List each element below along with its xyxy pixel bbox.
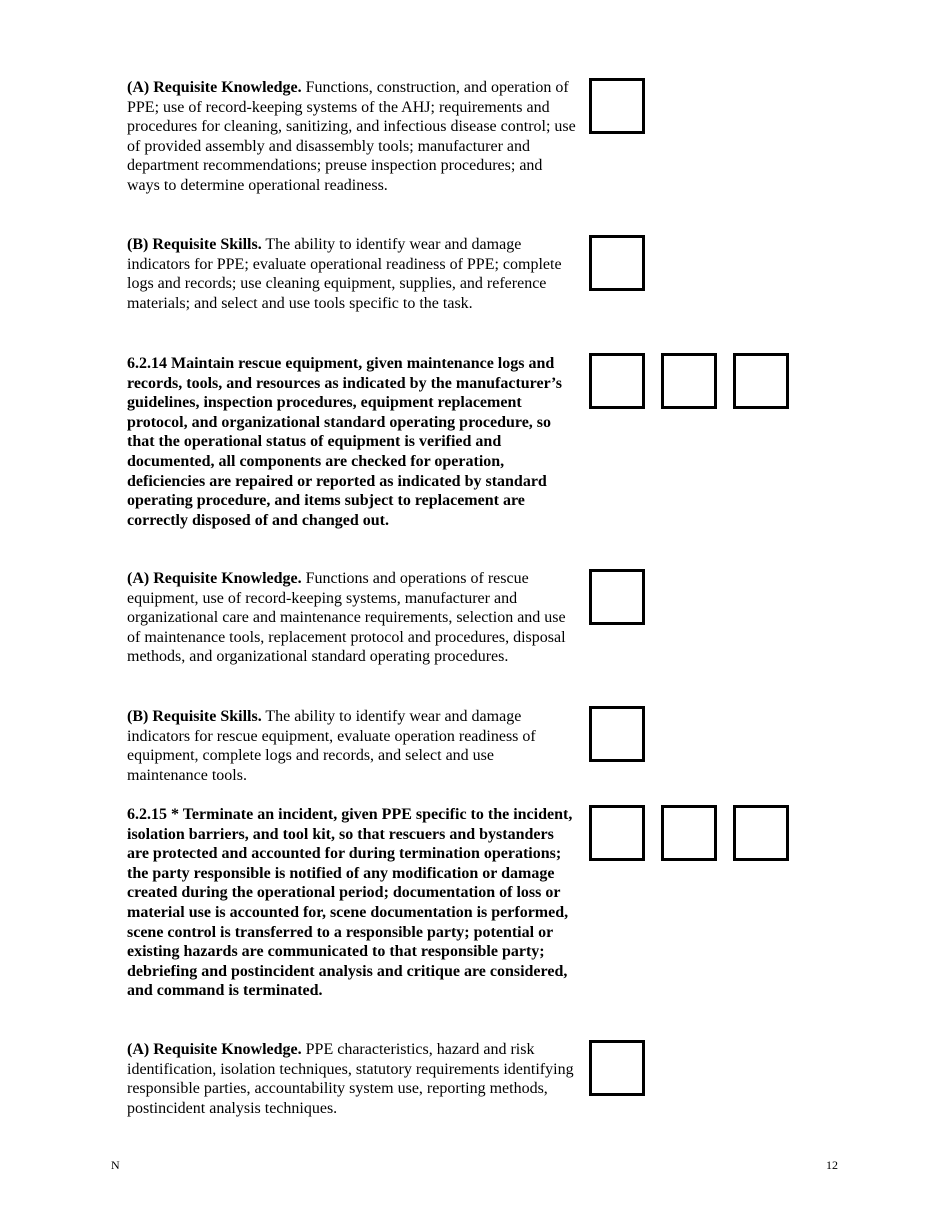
section-6-2-13-skills	[127, 235, 577, 313]
section-body: The ability to identify wear and damage indicators for rescue equipment, evaluate operation readiness of equipment, complete logs and records, and select and use maintenance tools.	[127, 708, 536, 784]
checkbox[interactable]	[733, 353, 789, 409]
section-6-2-13-knowledge	[127, 78, 577, 196]
section-text	[127, 1040, 577, 1118]
section-lead: (B) Requisite Skills.	[127, 708, 262, 725]
section-6-2-14	[127, 354, 577, 530]
section-lead: (A) Requisite Knowledge.	[127, 79, 302, 96]
footer-left-mark: N	[111, 1158, 120, 1172]
section-lead: (A) Requisite Knowledge.	[127, 1041, 302, 1058]
checkbox[interactable]	[589, 353, 645, 409]
checkbox[interactable]	[661, 805, 717, 861]
checkbox-group-3	[589, 569, 645, 625]
section-text	[127, 569, 577, 667]
section-6-2-14-skills	[127, 707, 577, 785]
checkbox[interactable]	[589, 235, 645, 291]
section-text	[127, 235, 577, 313]
checkbox[interactable]	[589, 78, 645, 134]
checkbox[interactable]	[589, 569, 645, 625]
checkbox-group-1	[589, 235, 645, 291]
checkbox-group-5	[589, 805, 789, 861]
section-6-2-15-knowledge	[127, 1040, 577, 1118]
checkbox-group-2	[589, 353, 789, 409]
checkbox-group-4	[589, 706, 645, 762]
checkbox-group-0	[589, 78, 645, 134]
page-number: 12	[826, 1158, 838, 1172]
section-body: The ability to identify wear and damage indicators for PPE; evaluate operational readiness of PPE; complete logs and records; use cleaning equipment, supplies, and reference materials; and select and use tools specific to the task.	[127, 236, 562, 312]
checkbox[interactable]	[589, 706, 645, 762]
checkbox[interactable]	[589, 1040, 645, 1096]
section-lead: (A) Requisite Knowledge.	[127, 570, 302, 587]
checkbox[interactable]	[589, 805, 645, 861]
section-text	[127, 707, 577, 785]
section-text	[127, 78, 577, 196]
section-text: 6.2.14 Maintain rescue equipment, given maintenance logs and records, tools, and resources as indicated by the manufacturer’s guidelines, inspection procedures, equipment replacement protocol, and organizational standard operating procedure, so that the operational status of equipment is verified and documented, all components are checked for operation, deficiencies are repaired or reported as indicated by standard operating procedure, and items subject to replacement are correctly disposed of and changed out.	[127, 355, 562, 529]
checkbox-group-6	[589, 1040, 645, 1096]
section-lead: (B) Requisite Skills.	[127, 236, 262, 253]
section-text: 6.2.15 * Terminate an incident, given PPE specific to the incident, isolation barriers, and tool kit, so that rescuers and bystanders are protected and accounted for during termination operations; the party responsible is notified of any modification or damage created during the operational period; documentation of loss or material use is accounted for, scene documentation is performed, scene control is transferred to a responsible party; potential or existing hazards are communicated to that responsible party; debriefing and postincident analysis and critique are considered, and command is terminated.	[127, 806, 573, 1000]
section-6-2-15	[127, 805, 577, 1001]
section-body: PPE characteristics, hazard and risk identification, isolation techniques, statutory requirements identifying responsible parties, accountability system use, reporting methods, postincident analysis techniques.	[127, 1041, 574, 1117]
checkbox[interactable]	[661, 353, 717, 409]
section-body: Functions and operations of rescue equipment, use of record-keeping systems, manufacturer and organizational care and maintenance requirements, selection and use of maintenance tools, replacement protocol and procedures, disposal methods, and organizational standard operating procedures.	[127, 570, 566, 666]
section-6-2-14-knowledge	[127, 569, 577, 667]
section-body: Functions, construction, and operation of PPE; use of record-keeping systems of the AHJ; requirements and procedures for cleaning, sanitizing, and infectious disease control; use of provided assembly and disassembly tools; manufacturer and department recommendations; preuse inspection procedures; and ways to determine operational readiness.	[127, 79, 576, 194]
checkbox[interactable]	[733, 805, 789, 861]
